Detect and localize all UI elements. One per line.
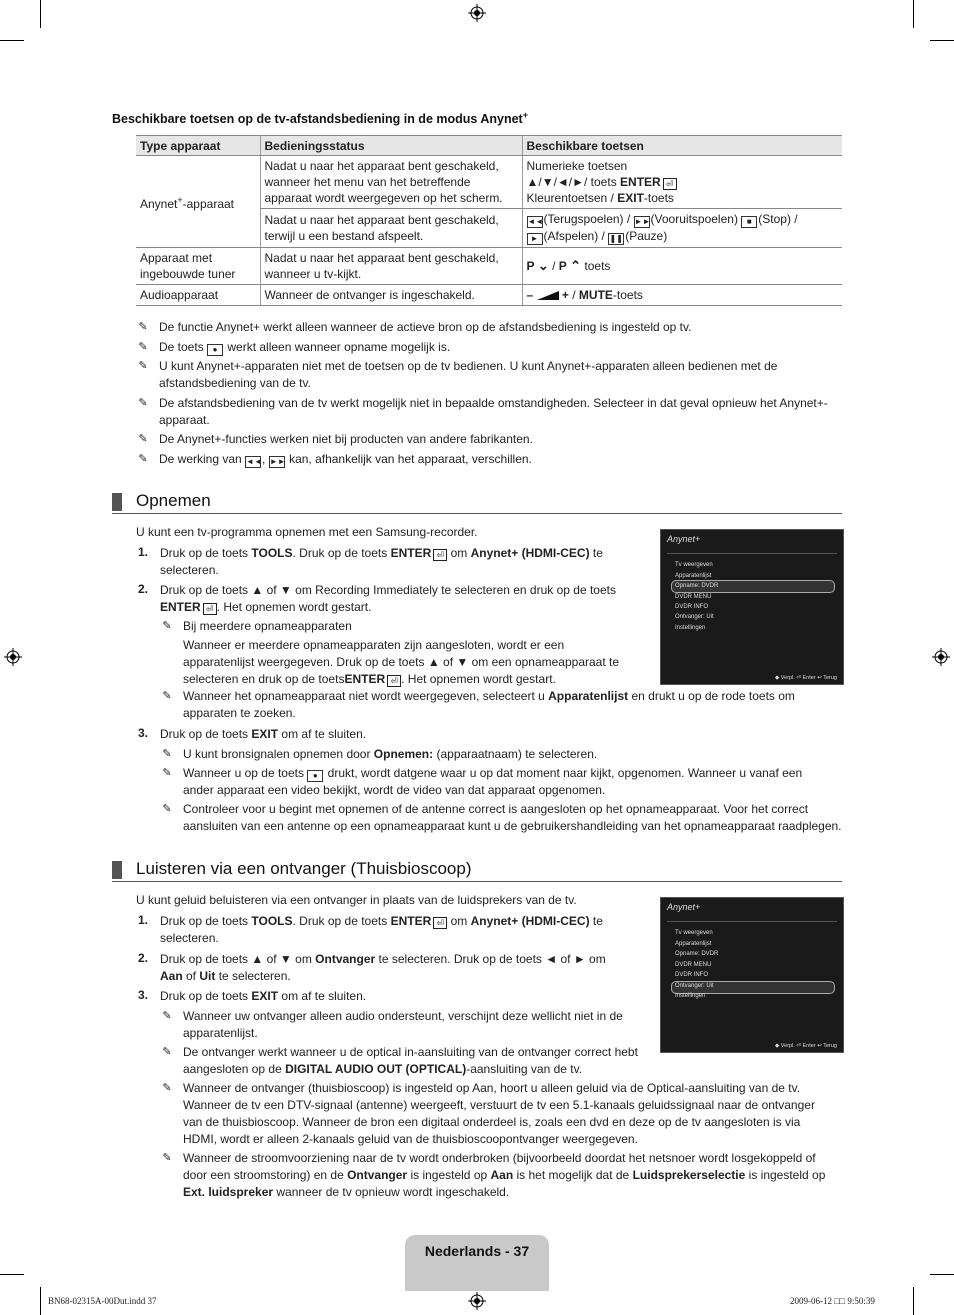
- anynet-logo: Anynet+: [667, 534, 701, 544]
- menu-item[interactable]: Opname: DVDR: [675, 583, 719, 589]
- note-icon: ✎: [162, 1152, 172, 1164]
- crop-mark: [0, 40, 24, 41]
- table-heading: Beschikbare toetsen op de tv-afstandsbediening in de modus Anynet+: [112, 110, 528, 127]
- record-icon: ●: [207, 344, 223, 356]
- menu-item[interactable]: Opname: DVDR: [675, 951, 719, 957]
- note: ✎ Controleer voor u begint met opnemen of de antenne correct is aangesloten op het opnameapparaat. Voor het correct aansluiten van een antenne op een opnameapparaat kunt u de gebruikershandleiding van het opnameapparaat raadplegen.: [162, 802, 842, 833]
- step-number: 1.: [138, 545, 149, 559]
- menu-item[interactable]: Apparatenlijst: [675, 573, 712, 579]
- status-cell: Nadat u naar het apparaat bent geschakeld, terwijl u een bestand afspeelt.: [260, 209, 522, 248]
- step-number: 3.: [138, 988, 149, 1002]
- menu-item[interactable]: Tv weergeven: [675, 562, 713, 568]
- menu-item[interactable]: DVDR INFO: [675, 604, 708, 610]
- menu-footer: ◆ Verpl. ⏎ Enter ↩ Terug: [775, 1043, 837, 1049]
- keys-cell: Numerieke toetsen ▲/▼/◄/►/ toets ENTER ⏎ Kleurentoetsen / EXIT-toets: [522, 156, 842, 209]
- section-title-ontvanger: Luisteren via een ontvanger (Thuisbioscoop): [112, 859, 842, 882]
- table-row: [136, 285, 842, 306]
- registration-mark-icon: [4, 648, 22, 666]
- keys-cell: – + / MUTE-toets: [522, 285, 842, 306]
- note-icon: ✎: [162, 1082, 172, 1094]
- crop-mark: [930, 40, 954, 41]
- crop-mark: [913, 0, 914, 28]
- note-icon: ✎: [162, 748, 172, 760]
- step-text: Druk op de toets ▲ of ▼ om Recording Immediately te selecteren en druk op de toets ENTER ⏎ . Het opnemen wordt gestart.: [160, 583, 616, 614]
- note: ✎ Wanneer het opnameapparaat niet wordt weergegeven, selecteert u Apparatenlijst en drukt u op de rode toets om apparaten te zoeken.: [162, 689, 795, 720]
- note-icon: ✎: [162, 1046, 172, 1058]
- enter-icon: ⏎: [433, 917, 447, 929]
- print-timestamp: 2009-06-12 □□ 9:50:39: [790, 1296, 875, 1306]
- page-number-tab: [405, 1235, 549, 1291]
- anynet-logo: Anynet+: [667, 902, 701, 912]
- note-icon: ✎: [138, 433, 148, 445]
- chevron-down-icon: ⌄: [537, 258, 549, 273]
- note: ✎ De afstandsbediening van de tv werkt mogelijk niet in bepaalde omstandigheden. Selecteer in dat geval opnieuw het Anynet+-apparaat.: [138, 396, 828, 427]
- enter-icon: ⏎: [203, 603, 217, 615]
- status-cell: Nadat u naar het apparaat bent geschakeld, wanneer het menu van het betreffende apparaat wordt weergegeven op het scherm.: [260, 156, 522, 209]
- step-number: 2.: [138, 951, 149, 965]
- note-icon: ✎: [138, 360, 148, 372]
- note: ✎ U kunt bronsignalen opnemen door Opnemen: (apparaatnaam) te selecteren.: [162, 747, 598, 761]
- note-icon: ✎: [162, 803, 172, 815]
- note-icon: ✎: [138, 397, 148, 409]
- note-detail: Wanneer er meerdere opnameapparaten zijn aangesloten, wordt er een apparatenlijst weergegeven. Druk op de toets ▲ of ▼ om een opnameapparaat te selecteren en druk op de toetsENTER ⏎ . Het opnemen wordt gestart.: [183, 638, 620, 686]
- step-text: Druk op de toets TOOLS. Druk op de toets ENTER ⏎ om Anynet+ (HDMI-CEC) te selecteren.: [160, 914, 603, 945]
- page-number: Nederlands - 37: [424, 1243, 530, 1259]
- column-header: Bedieningsstatus: [260, 136, 522, 156]
- keys-cell: ◄◄(Terugspoelen) / ►►(Vooruitspoelen) ■ (Stop) / ► (Afspelen) / ❚❚ (Pauze): [522, 209, 842, 248]
- menu-item[interactable]: Tv weergeven: [675, 930, 713, 936]
- device-type-cell: Audioapparaat: [136, 285, 260, 306]
- column-header: Beschikbare toetsen: [522, 136, 842, 156]
- step-text: Druk op de toets TOOLS. Druk op de toets ENTER ⏎ om Anynet+ (HDMI-CEC) te selecteren.: [160, 546, 603, 577]
- menu-item[interactable]: Instellingen: [675, 625, 706, 631]
- note: ✎ De functie Anynet+ werkt alleen wanneer de actieve bron op de afstandsbediening is ingesteld op tv.: [138, 320, 692, 334]
- crop-mark: [0, 1274, 24, 1275]
- enter-icon: ⏎: [433, 549, 447, 561]
- note-icon: ✎: [162, 690, 172, 702]
- play-icon: ►: [527, 233, 543, 245]
- note: ✎ De werking van ◄◄, ►► kan, afhankelijk van het apparaat, verschillen.: [138, 452, 532, 466]
- note-icon: ✎: [162, 620, 172, 632]
- tv-menu-screenshot: [660, 529, 844, 685]
- menu-item[interactable]: Ontvanger: Uit: [675, 983, 714, 989]
- menu-item[interactable]: Apparatenlijst: [675, 941, 712, 947]
- note: ✎ De ontvanger werkt wanneer u de optical in-aansluiting van de ontvanger correct hebt aangesloten op de DIGITAL AUDIO OUT (OPTICAL)-aansluiting van de tv.: [162, 1045, 638, 1076]
- menu-item[interactable]: Instellingen: [675, 993, 706, 999]
- note-icon: ✎: [162, 767, 172, 779]
- note: ✎ De toets ● werkt alleen wanneer opname mogelijk is.: [138, 340, 451, 354]
- step-number: 2.: [138, 582, 149, 596]
- volume-icon: [537, 291, 559, 300]
- intro-text: U kunt geluid beluisteren via een ontvanger in plaats van de luidsprekers van de tv.: [136, 893, 577, 907]
- table-row: [136, 248, 842, 285]
- registration-mark-icon: [932, 648, 950, 666]
- step-text: Druk op de toets EXIT om af te sluiten.: [160, 989, 367, 1003]
- note: ✎ Wanneer uw ontvanger alleen audio ondersteunt, verschijnt deze wellicht niet in de apparatenlijst.: [162, 1009, 623, 1040]
- device-type-cell: Apparaat met ingebouwde tuner: [136, 248, 260, 285]
- menu-item[interactable]: Ontvanger: Uit: [675, 614, 714, 620]
- note-icon: ✎: [162, 1010, 172, 1022]
- section-title-opnemen: Opnemen: [112, 491, 842, 514]
- enter-icon: ⏎: [663, 178, 677, 190]
- note: ✎ De Anynet+-functies werken niet bij producten van andere fabrikanten.: [138, 432, 533, 446]
- menu-item[interactable]: DVDR INFO: [675, 972, 708, 978]
- device-type-cell: Anynet+-apparaat: [136, 156, 260, 248]
- pause-icon: ❚❚: [609, 234, 623, 243]
- note: ✎ Wanneer de stroomvoorziening naar de tv wordt onderbroken (bijvoorbeeld doordat het netsnoer wordt losgekoppeld of door een stroomstoring) en de Ontvanger is ingesteld op Aan is het mogelijk dat de Luidsprekerselectie is ingesteld op Ext. luidspreker wanneer de tv opnieuw wordt ingeschakeld.: [162, 1151, 826, 1199]
- tv-menu-screenshot: [660, 897, 844, 1053]
- step-number: 1.: [138, 913, 149, 927]
- crop-mark: [40, 1287, 41, 1315]
- record-icon: ●: [307, 770, 323, 782]
- crop-mark: [40, 0, 41, 28]
- step-text: Druk op de toets ▲ of ▼ om Ontvanger te selecteren. Druk op de toets ◄ of ► om Aan of Uit te selecteren.: [160, 952, 606, 983]
- crop-mark: [930, 1274, 954, 1275]
- status-cell: Nadat u naar het apparaat bent geschakeld, wanneer u tv-kijkt.: [260, 248, 522, 285]
- column-header: Type apparaat: [136, 136, 260, 156]
- crop-mark: [913, 1287, 914, 1315]
- menu-item[interactable]: DVDR MENU: [675, 962, 712, 968]
- rewind-icon: ◄◄: [527, 217, 544, 226]
- step-number: 3.: [138, 726, 149, 740]
- note: ✎ Wanneer de ontvanger (thuisbioscoop) is ingesteld op Aan, hoort u alleen geluid via de Optical-aansluiting van de tv. Wanneer de tv een DTV-signaal (antenne) weergeeft, verstuurt de tv een 5.1-kanaals geluidssignaal naar de ontvanger van de thuisbioscoop. Wanneer de bron een digitaal onderdeel is, zoals een dvd en deze op de tv aangesloten is via HDMI, wordt er alleen 2-kanaals geluid van de thuisbioscoopontvanger weergegeven.: [162, 1081, 815, 1146]
- note-icon: ✎: [138, 341, 148, 353]
- menu-footer: ◆ Verpl. ⏎ Enter ↩ Terug: [775, 675, 837, 681]
- fast-forward-icon: ►►: [269, 457, 286, 466]
- note: ✎ U kunt Anynet+-apparaten niet met de toetsen op de tv bedienen. U kunt Anynet+-apparaten alleen bedienen met de afstandsbediening van de tv.: [138, 359, 778, 390]
- status-cell: Wanneer de ontvanger is ingeschakeld.: [260, 285, 522, 306]
- table-row: [136, 156, 842, 209]
- keys-cell: P ⌄ / P ⌃ toets: [522, 248, 842, 285]
- chevron-up-icon: ⌃: [570, 258, 582, 273]
- rewind-icon: ◄◄: [246, 457, 262, 466]
- enter-icon: ⏎: [387, 675, 401, 687]
- registration-mark-icon: [468, 4, 486, 22]
- registration-mark-icon: [468, 1292, 486, 1310]
- print-slug: BN68-02315A-00Dut.indd 37: [48, 1296, 157, 1306]
- step-text: Druk op de toets EXIT om af te sluiten.: [160, 727, 367, 741]
- anynet-keys-table: [136, 135, 842, 306]
- note-icon: ✎: [138, 321, 148, 333]
- note-icon: ✎: [138, 453, 148, 465]
- menu-item[interactable]: DVDR MENU: [675, 594, 712, 600]
- note: ✎ Bij meerdere opnameapparaten: [162, 619, 352, 633]
- note: ✎ Wanneer u op de toets ● drukt, wordt datgene waar u op dat moment naar kijkt, opgenomen. Wanneer u vanaf een ander apparaat een video bekijkt, wordt de video van dat apparaat opgenomen.: [162, 766, 803, 797]
- stop-icon: ■: [741, 216, 757, 228]
- fast-forward-icon: ►►: [634, 217, 651, 226]
- intro-text: U kunt een tv-programma opnemen met een Samsung-recorder.: [136, 525, 478, 539]
